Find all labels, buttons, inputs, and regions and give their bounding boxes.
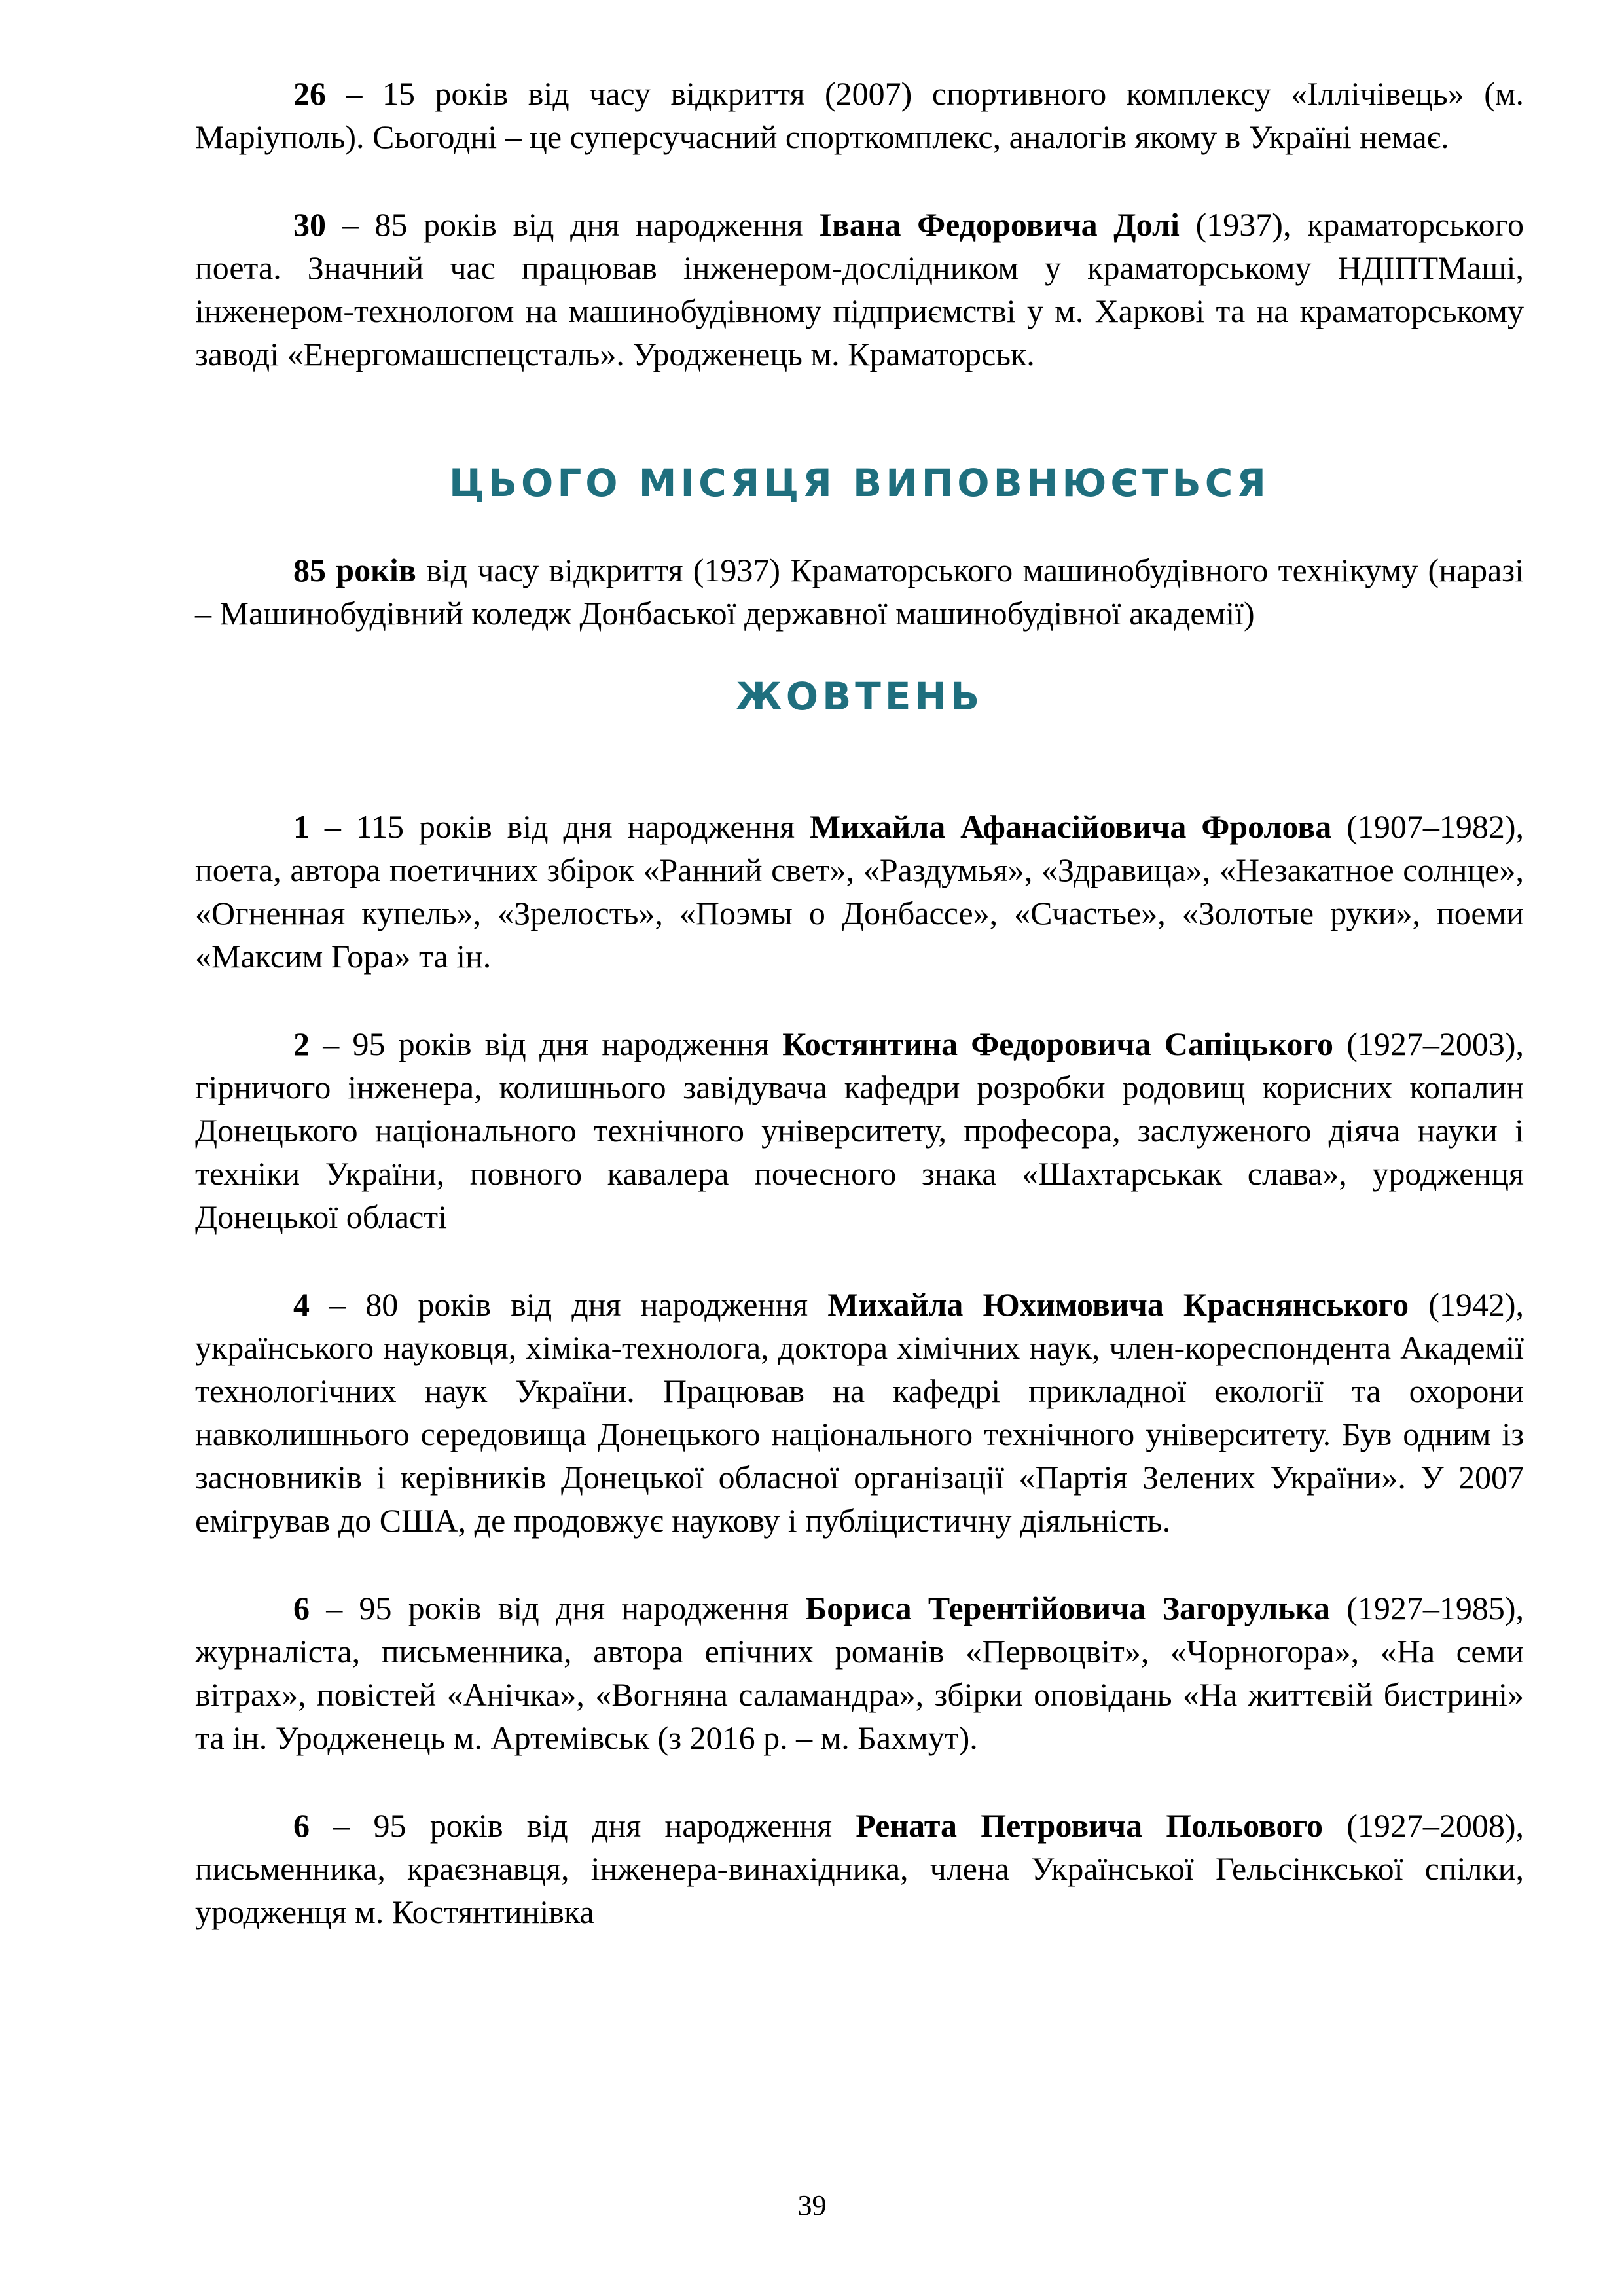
person-name: Бориса Терентійовича Загорулька bbox=[805, 1590, 1330, 1626]
section-heading-this-month: ЦЬОГО МІСЯЦЯ ВИПОВНЮЄТЬСЯ bbox=[449, 461, 1270, 505]
entry-text: від часу відкриття (1937) Краматорського машинобудівного технікуму (наразі – Машинобудівний коледж Донбаської державної машинобудівної академії) bbox=[195, 552, 1524, 632]
entry-text: (1942), українського науковця, хіміка-технолога, доктора хімічних наук, член-кореспондента Академії технологічних наук України. Працював на кафедрі прикладної екології та охорони навколишнього середовища Донецького національного технічного університету. Був одним із засновників і керівників Донецької обласної організації «Партія Зелених України». У 2007 емігрував до США, де продовжує наукову і публіцистичну діяльність. bbox=[195, 1286, 1525, 1539]
entry-october-1 bbox=[195, 805, 1524, 978]
entry-text: (1927–2008), письменника, краєзнавця, інженера-винахідника, члена Української Гельсінкської спілки, уродженця м. Костянтинівка bbox=[195, 1807, 1525, 1930]
entry-oct-30 bbox=[195, 203, 1524, 376]
entry-october-6-a bbox=[195, 1587, 1524, 1759]
section-heading-october: ЖОВТЕНЬ bbox=[735, 674, 984, 719]
entry-date: 2 bbox=[293, 1026, 310, 1062]
entry-date: 6 bbox=[293, 1590, 310, 1626]
entry-text: – 95 років від дня народження bbox=[310, 1807, 856, 1844]
person-name: Рената Петровича Польового bbox=[856, 1807, 1323, 1844]
entry-date: 26 bbox=[293, 75, 326, 112]
entry-text: (1927–1985), журналіста, письменника, автора епічних романів «Первоцвіт», «Чорногора», «На семи вітрах», повістей «Анічка», «Вогняна саламандра», збірки оповідань «На життєвій бистрині» та ін. Уродженець м. Артемівськ (з 2016 р. – м. Бахмут). bbox=[195, 1590, 1525, 1756]
entry-oct-26 bbox=[195, 72, 1524, 158]
entry-date: 1 bbox=[293, 808, 310, 845]
entry-lead: 85 років bbox=[293, 552, 416, 588]
entry-text: – 85 років від дня народження bbox=[326, 206, 820, 243]
entry-text: – 80 років від дня народження bbox=[310, 1286, 828, 1323]
entry-text: (1927–2003), гірничого інженера, колишнього завідувача кафедри розробки родовищ корисних копалин Донецького національного технічного університету, професора, заслуженого діяча науки і техніки України, повного кавалера почесного знака «Шахтарськак слава», уродженця Донецької області bbox=[195, 1026, 1525, 1235]
page-content bbox=[195, 72, 1524, 1933]
entry-october-2 bbox=[195, 1022, 1524, 1238]
person-name: Івана Федоровича Долі bbox=[819, 206, 1180, 243]
entry-october-4 bbox=[195, 1283, 1524, 1542]
entry-text: – 95 років від дня народження bbox=[310, 1590, 806, 1626]
entry-text: – 95 років від дня народження bbox=[310, 1026, 783, 1062]
entry-date: 4 bbox=[293, 1286, 310, 1323]
entry-anniversary bbox=[195, 548, 1524, 635]
entry-text: – 115 років від дня народження bbox=[310, 808, 810, 845]
entry-date: 30 bbox=[293, 206, 326, 243]
entry-october-6-b bbox=[195, 1804, 1524, 1933]
entry-text: (1907–1982), поета, автора поетичних збірок «Ранний свет», «Раздумья», «Здравица», «Незакатное солнце», «Огненная купель», «Зрелость», «Поэмы о Донбассе», «Счастье», «Золотые руки», поеми «Максим Гора» та ін. bbox=[195, 808, 1524, 975]
entry-text: (1937), краматорського поета. Значний час працював інженером-дослідником у краматорському НДІПТМаші, інженером-технологом на машинобудівному підприємстві у м. Харкові та на краматорському заводі «Енергомашспецсталь». Уродженець м. Краматорськ. bbox=[195, 206, 1525, 372]
page-number: 39 bbox=[797, 2189, 827, 2221]
entry-text: – 15 років від часу відкриття (2007) спортивного комплексу «Іллічівець» (м. Маріуполь). Сьогодні – це суперсучасний спорткомплекс, аналогів якому в Україні немає. bbox=[195, 75, 1524, 155]
person-name: Костянтина Федоровича Сапіцького bbox=[782, 1026, 1333, 1062]
person-name: Михайла Юхимовича Краснянського bbox=[827, 1286, 1409, 1323]
entry-date: 6 bbox=[293, 1807, 310, 1844]
person-name: Михайла Афанасійовича Фролова bbox=[810, 808, 1332, 845]
